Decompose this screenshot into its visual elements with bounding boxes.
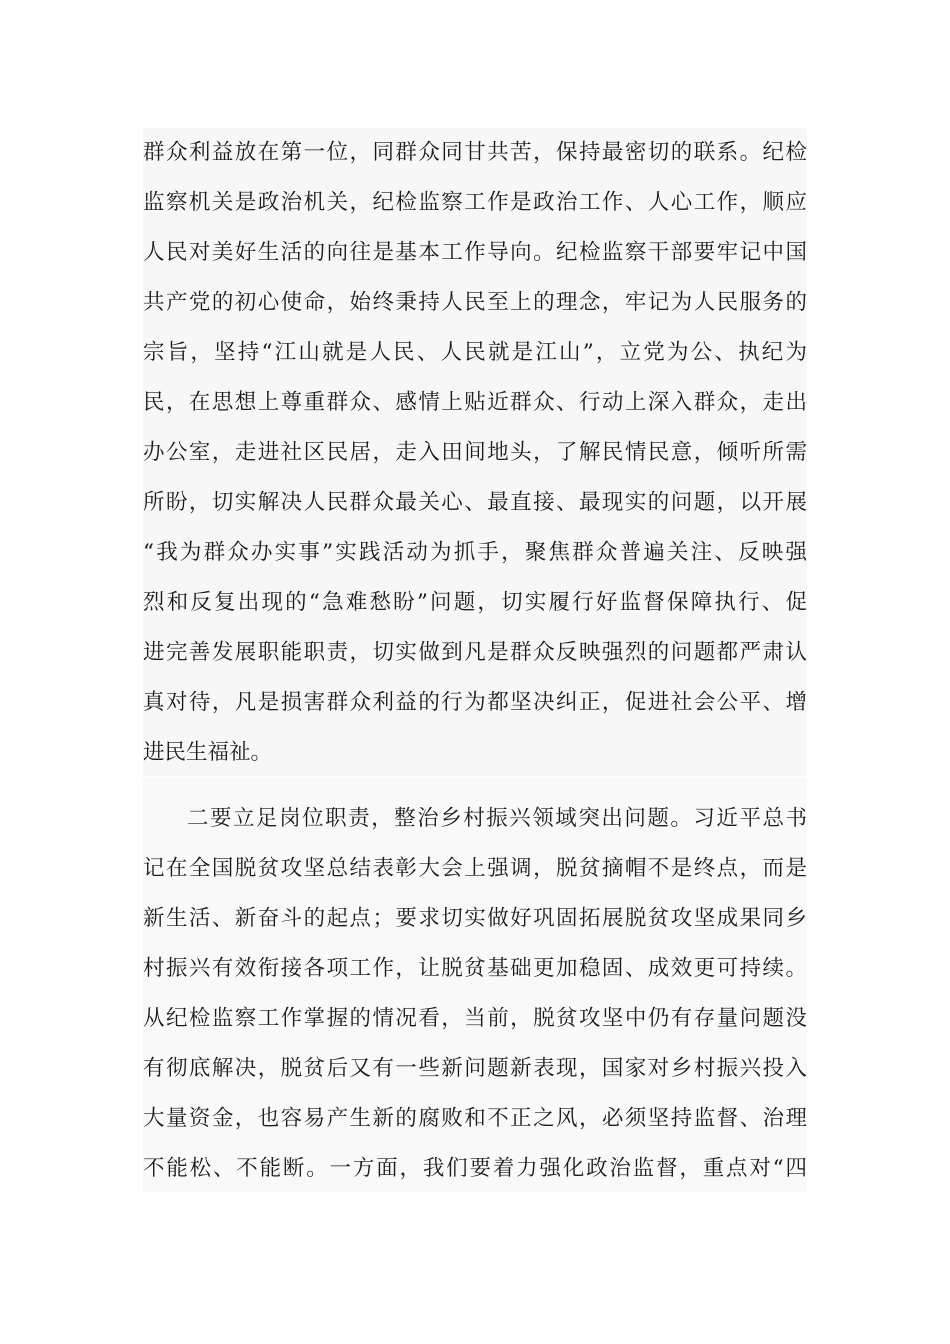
text-line: 有彻底解决，脱贫后又有一些新问题新表现，国家对乡村振兴投入 — [143, 1056, 807, 1081]
paragraph-continuation — [143, 128, 807, 776]
text-line: 监察机关是政治机关，纪检监察工作是政治工作、人心工作，顺应 — [143, 190, 807, 215]
text-line: 进民生福祉。 — [143, 740, 273, 765]
text-line: 记在全国脱贫攻坚总结表彰大会上强调，脱贫摘帽不是终点，而是 — [143, 856, 807, 881]
text-line: 人民对美好生活的向往是基本工作导向。纪检监察干部要牢记中国 — [143, 240, 807, 265]
text-line: 所盼，切实解决人民群众最关心、最直接、最现实的问题，以开展 — [143, 490, 807, 515]
text-line: “我为群众办实事”实践活动为抓手，聚焦群众普遍关注、反映强 — [143, 540, 807, 565]
text-line: 村振兴有效衔接各项工作，让脱贫基础更加稳固、成效更可持续。 — [143, 956, 807, 981]
text-line: 不能松、不能断。一方面，我们要着力强化政治监督，重点对“四 — [143, 1156, 807, 1181]
text-line: 进完善发展职能职责，切实做到凡是群众反映强烈的问题都严肃认 — [143, 640, 807, 665]
text-line: 烈和反复出现的“急难愁盼”问题，切实履行好监督保障执行、促 — [143, 590, 807, 615]
text-line: 真对待，凡是损害群众利益的行为都坚决纠正，促进社会公平、增 — [143, 690, 807, 715]
text-line: 办公室，走进社区民居，走入田间地头，了解民情民意，倾听所需 — [143, 440, 807, 465]
text-line: 从纪检监察工作掌握的情况看，当前，脱贫攻坚中仍有存量问题没 — [143, 1006, 807, 1031]
text-line: 新生活、新奋斗的起点；要求切实做好巩固拓展脱贫攻坚成果同乡 — [143, 906, 807, 931]
text-line: 民，在思想上尊重群众、感情上贴近群众、行动上深入群众，走出 — [143, 390, 807, 415]
text-line: 群众利益放在第一位，同群众同甘共苦，保持最密切的联系。纪检 — [143, 140, 807, 165]
text-line: 大量资金，也容易产生新的腐败和不正之风，必须坚持监督、治理 — [143, 1106, 807, 1131]
text-line: 二要立足岗位职责，整治乡村振兴领域突出问题。习近平总书 — [187, 806, 807, 831]
paragraph-rural-revitalization — [143, 778, 807, 1192]
text-line: 共产党的初心使命，始终秉持人民至上的理念，牢记为人民服务的 — [143, 290, 807, 315]
text-line: 宗旨，坚持“江山就是人民、人民就是江山”，立党为公、执纪为 — [143, 340, 807, 365]
